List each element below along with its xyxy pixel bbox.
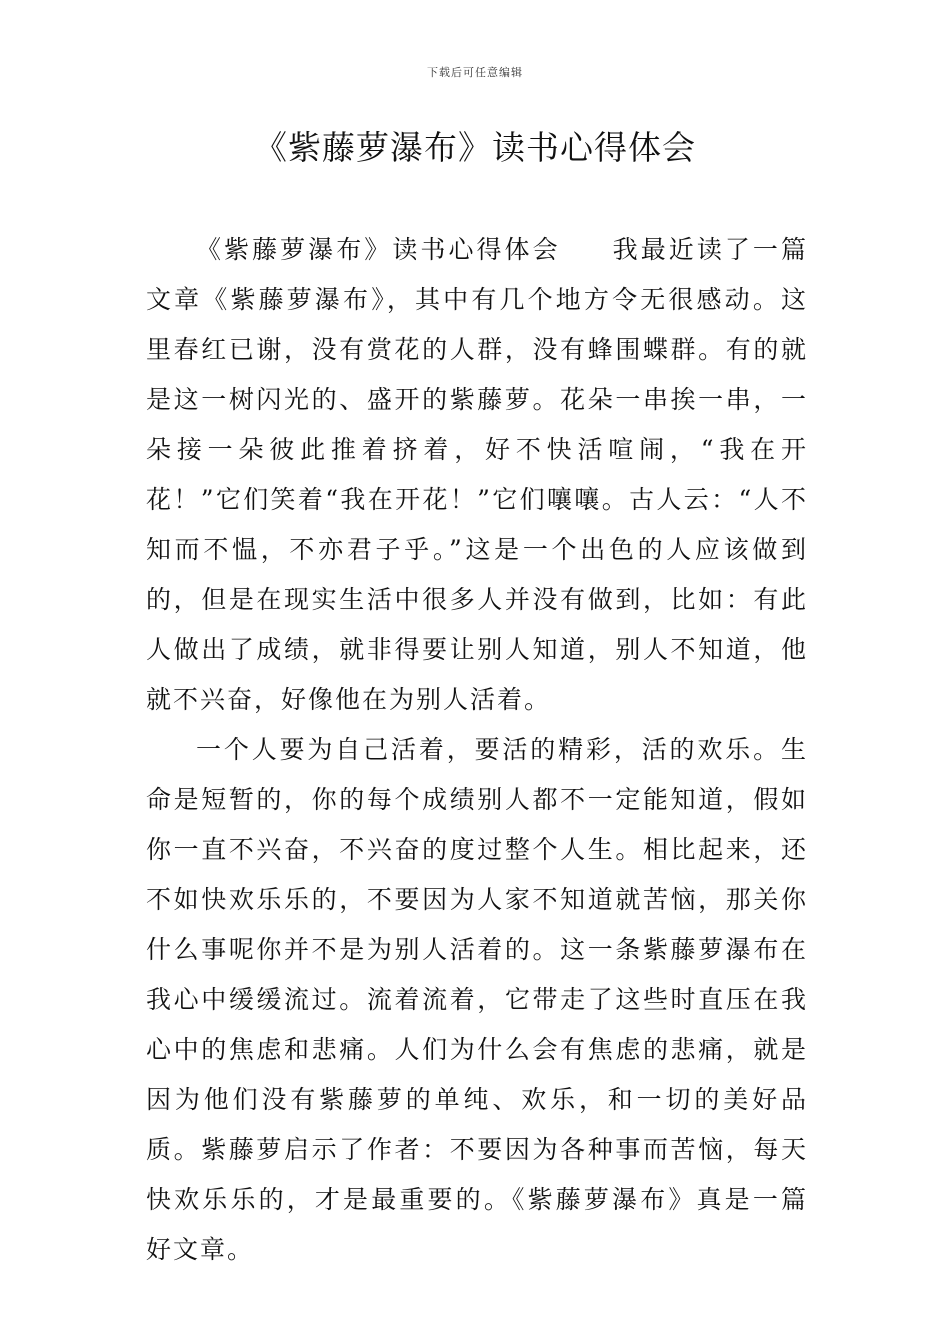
paragraph-1-text: 我最近读了一篇文章《紫藤萝瀑布》，其中有几个地方令无很感动。这里春红已谢，没有赏花的人群，没有蜂围蝶群。有的就是这一树闪光的、盛开的紫藤萝。花朵一串挨一串，一朵接一朵彼此推着挤着，好不快活喧闹，“我在开花！”它们笑着“我在开花！”它们嚷嚷。古人云：“人不知而不愠，不亦君子乎。”这是一个出色的人应该做到的，但是在现实生活中很多人并没有做到，比如：有此人做出了成绩，就非得要让别人知道，别人不知道，他就不兴奋，好像他在为别人活着。 xyxy=(146,235,808,714)
paragraph-1 xyxy=(146,225,808,725)
header-note: 下载后可任意编辑 xyxy=(427,66,523,79)
document-body xyxy=(146,225,808,1275)
document-title: 《紫藤萝瀑布》读书心得体会 xyxy=(254,128,696,167)
paragraph-2: 一个人要为自己活着，要活的精彩，活的欢乐。生命是短暂的，你的每个成绩别人都不一定能知道，假如你一直不兴奋，不兴奋的度过整个人生。相比起来，还不如快欢乐乐的，不要因为人家不知道就苦恼，那关你什么事呢你并不是为别人活着的。这一条紫藤萝瀑布在我心中缓缓流过。流着流着，它带走了这些时直压在我心中的焦虑和悲痛。人们为什么会有焦虑的悲痛，就是因为他们没有紫藤萝的单纯、欢乐，和一切的美好品质。紫藤萝启示了作者：不要因为各种事而苦恼，每天快欢乐乐的，才是最重要的。《紫藤萝瀑布》真是一篇好文章。 xyxy=(146,735,808,1264)
paragraph-1-lead-title: 《紫藤萝瀑布》读书心得体会 xyxy=(196,235,561,264)
